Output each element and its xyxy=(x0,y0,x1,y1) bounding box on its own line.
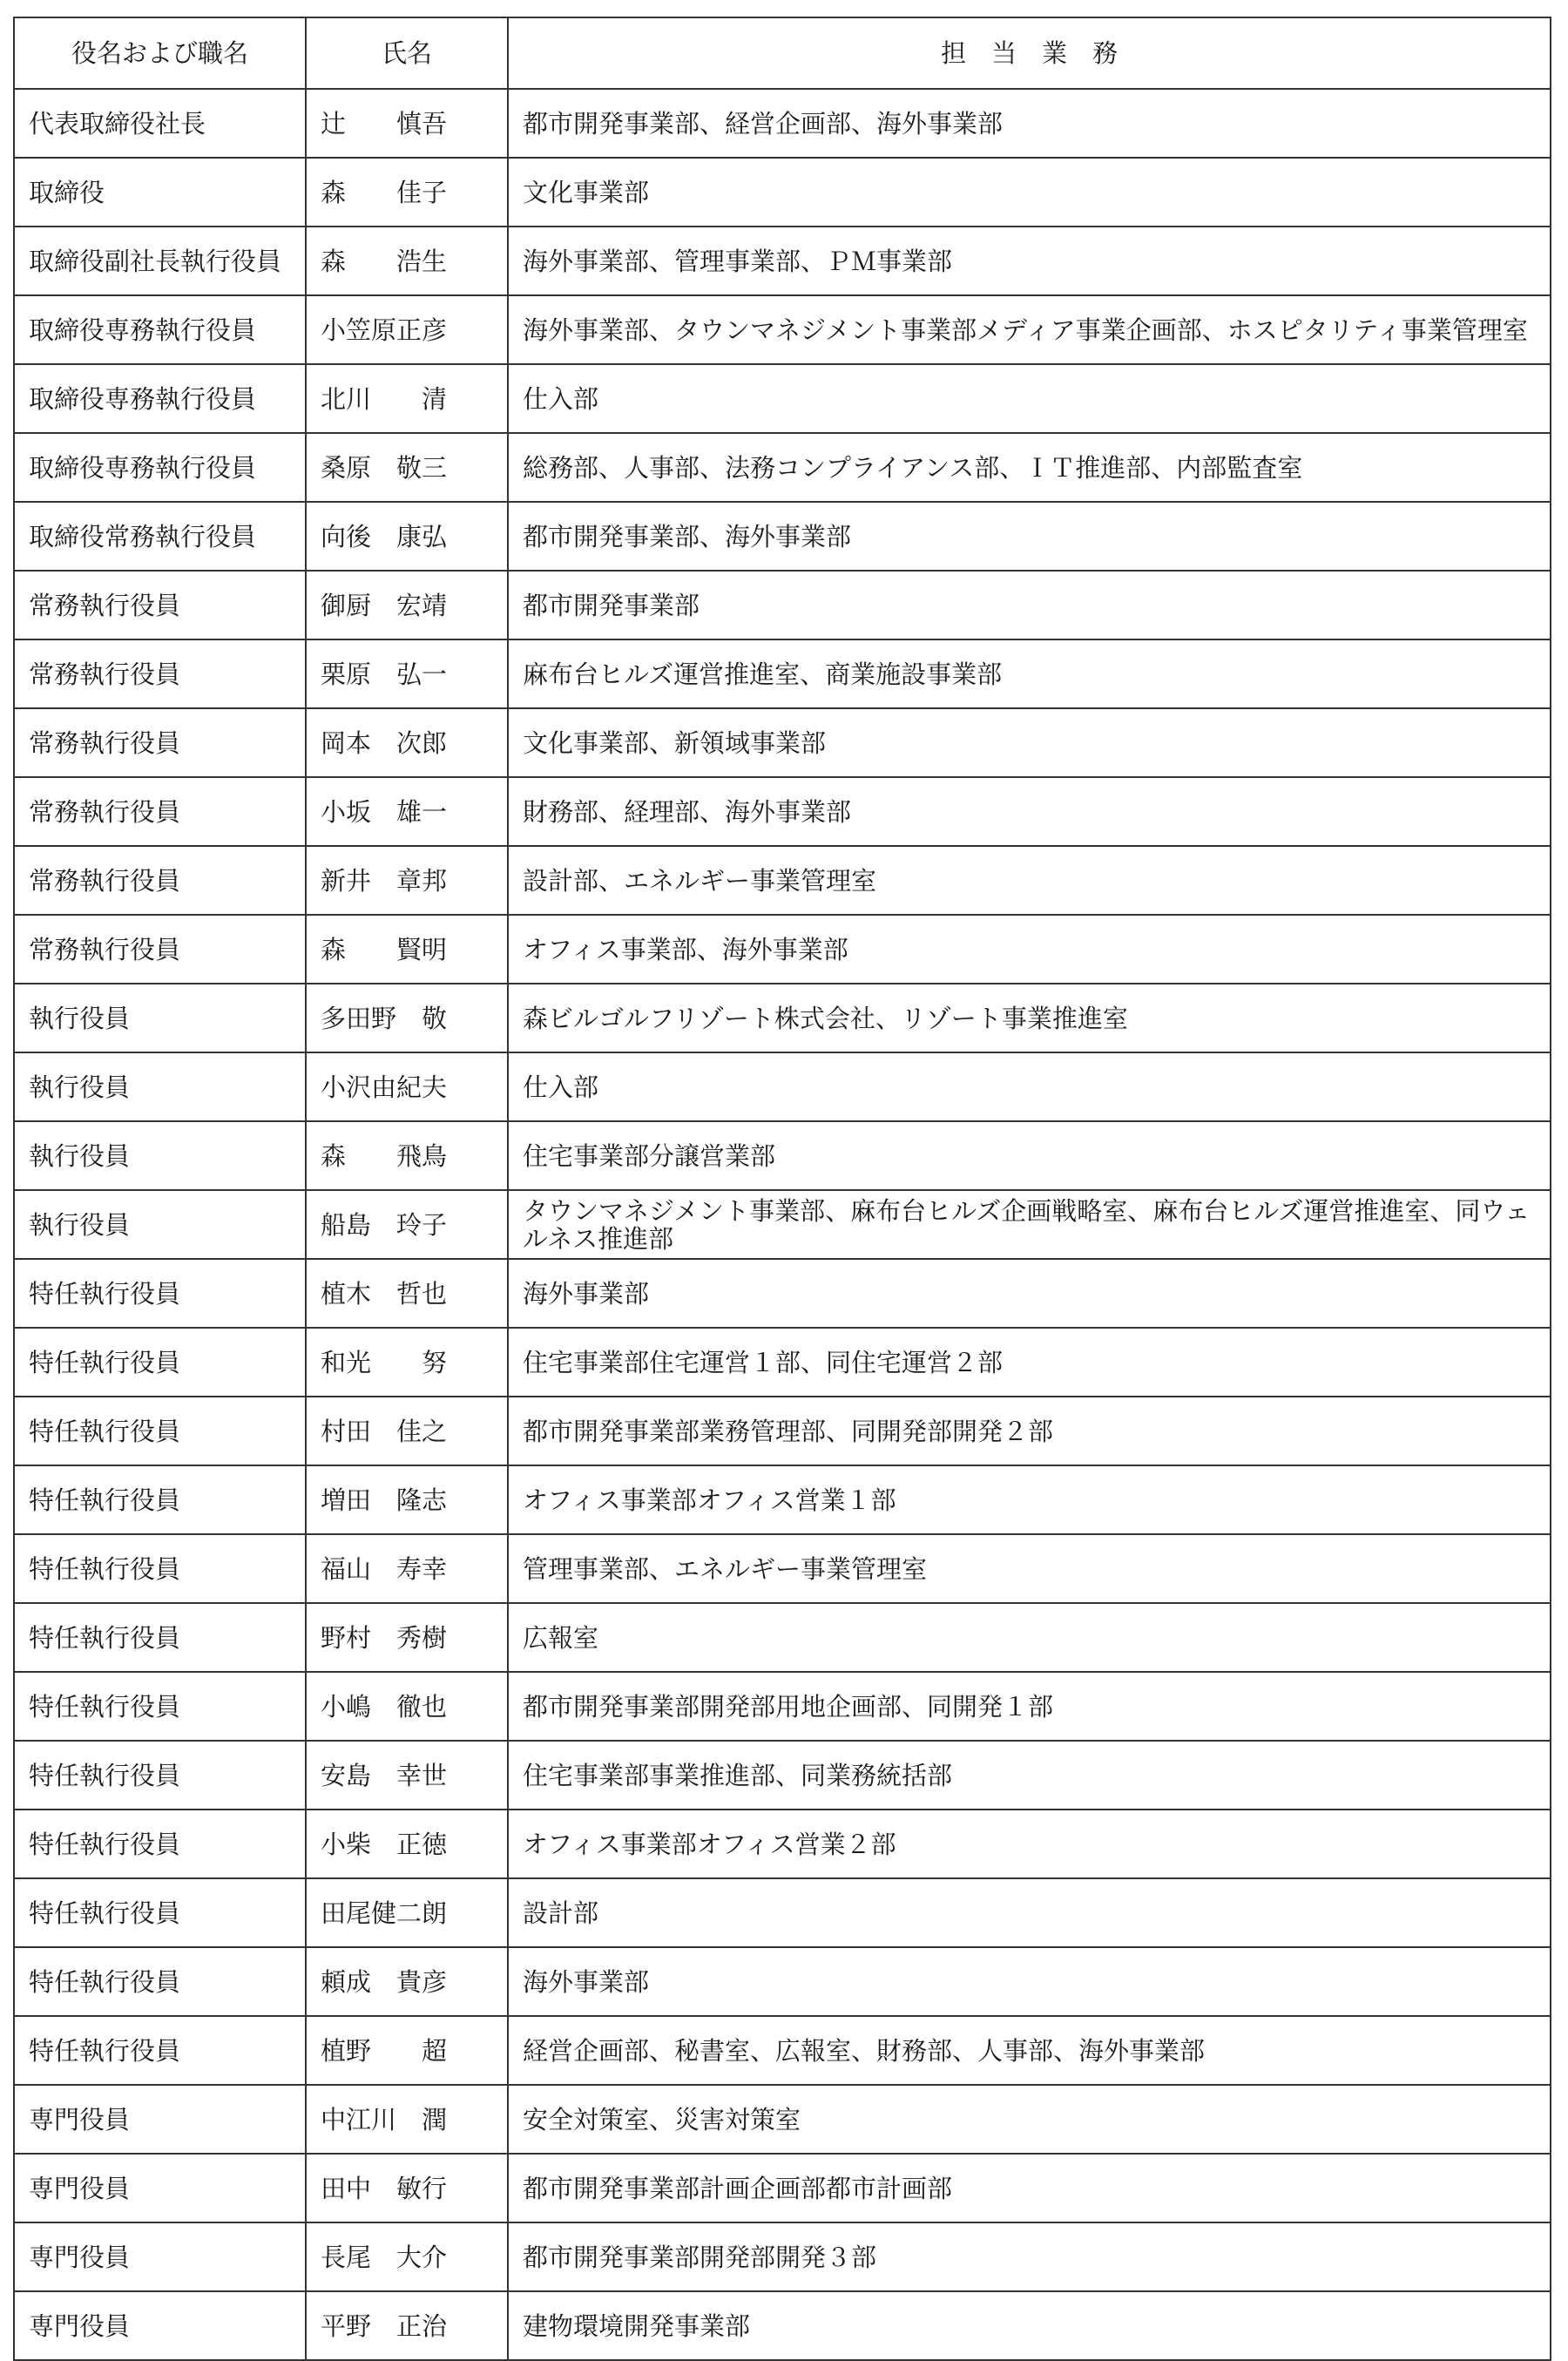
officer-duties-cell: 海外事業部、管理事業部、ＰＭ事業部 xyxy=(508,227,1551,295)
table-row xyxy=(14,1465,1551,1534)
officer-title-cell: 常務執行役員 xyxy=(14,846,306,915)
officer-duties-cell: 設計部 xyxy=(508,1878,1551,1947)
officer-duties-cell: 住宅事業部住宅運営１部、同住宅運営２部 xyxy=(508,1328,1551,1397)
officer-name-cell: 頼成 貴彦 xyxy=(306,1947,508,2016)
officer-duties-cell: 海外事業部、タウンマネジメント事業部メディア事業企画部、ホスピタリティ事業管理室 xyxy=(508,295,1551,364)
officer-name-cell: 多田野 敬 xyxy=(306,984,508,1052)
officer-name-cell: 森 浩生 xyxy=(306,227,508,295)
table-row xyxy=(14,89,1551,158)
officer-duties-cell: 都市開発事業部、経営企画部、海外事業部 xyxy=(508,89,1551,158)
officer-name-cell: 村田 佳之 xyxy=(306,1397,508,1465)
officer-title-cell: 取締役専務執行役員 xyxy=(14,433,306,502)
officer-title-cell: 特任執行役員 xyxy=(14,1603,306,1672)
table-row xyxy=(14,1741,1551,1810)
table-row xyxy=(14,2291,1551,2360)
officer-title-cell: 取締役副社長執行役員 xyxy=(14,227,306,295)
officer-title-cell: 専門役員 xyxy=(14,2154,306,2222)
officer-name-cell: 小坂 雄一 xyxy=(306,777,508,846)
table-row xyxy=(14,158,1551,227)
officer-name-cell: 増田 隆志 xyxy=(306,1465,508,1534)
officer-name-cell: 小笠原正彦 xyxy=(306,295,508,364)
officer-duties-cell: 森ビルゴルフリゾート株式会社、リゾート事業推進室 xyxy=(508,984,1551,1052)
officer-name-cell: 森 飛鳥 xyxy=(306,1121,508,1190)
officer-duties-cell: タウンマネジメント事業部、麻布台ヒルズ企画戦略室、麻布台ヒルズ運営推進室、同ウェルネス推進部 xyxy=(508,1190,1551,1259)
officer-title-cell: 執行役員 xyxy=(14,984,306,1052)
officer-name-cell: 福山 寿幸 xyxy=(306,1534,508,1603)
table-row xyxy=(14,708,1551,777)
officer-title-cell: 特任執行役員 xyxy=(14,1259,306,1328)
table-row xyxy=(14,777,1551,846)
header-name: 氏名 xyxy=(306,17,508,89)
officer-title-cell: 執行役員 xyxy=(14,1121,306,1190)
officer-name-cell: 小嶋 徹也 xyxy=(306,1672,508,1741)
officer-title-cell: 取締役専務執行役員 xyxy=(14,295,306,364)
officer-name-cell: 植木 哲也 xyxy=(306,1259,508,1328)
officer-duties-cell: 財務部、経理部、海外事業部 xyxy=(508,777,1551,846)
officer-title-cell: 常務執行役員 xyxy=(14,777,306,846)
officer-name-cell: 田中 敏行 xyxy=(306,2154,508,2222)
officer-title-cell: 専門役員 xyxy=(14,2291,306,2360)
officer-duties-cell: 仕入部 xyxy=(508,364,1551,433)
header-title: 役名および職名 xyxy=(14,17,306,89)
officer-title-cell: 常務執行役員 xyxy=(14,915,306,984)
officer-name-cell: 辻 慎吾 xyxy=(306,89,508,158)
officer-duties-cell: 海外事業部 xyxy=(508,1947,1551,2016)
table-row xyxy=(14,1052,1551,1121)
table-row xyxy=(14,1328,1551,1397)
officer-duties-cell: 広報室 xyxy=(508,1603,1551,1672)
officer-duties-cell: オフィス事業部、海外事業部 xyxy=(508,915,1551,984)
officer-duties-cell: 設計部、エネルギー事業管理室 xyxy=(508,846,1551,915)
officer-duties-cell: 住宅事業部分譲営業部 xyxy=(508,1121,1551,1190)
officer-name-cell: 森 賢明 xyxy=(306,915,508,984)
officer-duties-cell: 麻布台ヒルズ運営推進室、商業施設事業部 xyxy=(508,639,1551,708)
officer-name-cell: 北川 清 xyxy=(306,364,508,433)
table-row xyxy=(14,295,1551,364)
officer-duties-cell: 建物環境開発事業部 xyxy=(508,2291,1551,2360)
officer-title-cell: 取締役専務執行役員 xyxy=(14,364,306,433)
officer-name-cell: 森 佳子 xyxy=(306,158,508,227)
officer-name-cell: 桑原 敬三 xyxy=(306,433,508,502)
officer-name-cell: 向後 康弘 xyxy=(306,502,508,571)
officer-name-cell: 安島 幸世 xyxy=(306,1741,508,1810)
table-row xyxy=(14,915,1551,984)
officer-title-cell: 取締役 xyxy=(14,158,306,227)
table-row xyxy=(14,1672,1551,1741)
officer-duties-cell: 都市開発事業部開発部用地企画部、同開発１部 xyxy=(508,1672,1551,1741)
officer-title-cell: 執行役員 xyxy=(14,1052,306,1121)
table-row xyxy=(14,1810,1551,1878)
table-row xyxy=(14,2222,1551,2291)
officer-name-cell: 長尾 大介 xyxy=(306,2222,508,2291)
officer-duties-cell: 経営企画部、秘書室、広報室、財務部、人事部、海外事業部 xyxy=(508,2016,1551,2085)
officer-title-cell: 特任執行役員 xyxy=(14,1465,306,1534)
table-row xyxy=(14,1534,1551,1603)
table-row xyxy=(14,846,1551,915)
officer-title-cell: 特任執行役員 xyxy=(14,1810,306,1878)
officer-name-cell: 植野 超 xyxy=(306,2016,508,2085)
officer-duties-cell: 都市開発事業部開発部開発３部 xyxy=(508,2222,1551,2291)
officer-duties-cell: 都市開発事業部、海外事業部 xyxy=(508,502,1551,571)
officer-name-cell: 平野 正治 xyxy=(306,2291,508,2360)
officer-duties-cell: 文化事業部 xyxy=(508,158,1551,227)
officer-name-cell: 野村 秀樹 xyxy=(306,1603,508,1672)
officer-title-cell: 専門役員 xyxy=(14,2222,306,2291)
officer-title-cell: 代表取締役社長 xyxy=(14,89,306,158)
officer-title-cell: 執行役員 xyxy=(14,1190,306,1259)
officer-name-cell: 中江川 潤 xyxy=(306,2085,508,2154)
officer-duties-cell: 仕入部 xyxy=(508,1052,1551,1121)
header-row xyxy=(14,17,1551,89)
table-row xyxy=(14,227,1551,295)
officer-duties-cell: 文化事業部、新領域事業部 xyxy=(508,708,1551,777)
officer-title-cell: 特任執行役員 xyxy=(14,1672,306,1741)
officer-name-cell: 田尾健二朗 xyxy=(306,1878,508,1947)
officer-title-cell: 特任執行役員 xyxy=(14,1878,306,1947)
officer-duties-cell: 管理事業部、エネルギー事業管理室 xyxy=(508,1534,1551,1603)
officer-duties-cell: オフィス事業部オフィス営業１部 xyxy=(508,1465,1551,1534)
officer-title-cell: 常務執行役員 xyxy=(14,571,306,639)
table-row xyxy=(14,1603,1551,1672)
officer-duties-cell: 安全対策室、災害対策室 xyxy=(508,2085,1551,2154)
officer-table xyxy=(13,17,1551,2361)
officer-name-cell: 栗原 弘一 xyxy=(306,639,508,708)
officer-title-cell: 取締役常務執行役員 xyxy=(14,502,306,571)
officer-name-cell: 小沢由紀夫 xyxy=(306,1052,508,1121)
table-row xyxy=(14,364,1551,433)
table-row xyxy=(14,639,1551,708)
table-row xyxy=(14,571,1551,639)
officer-name-cell: 岡本 次郎 xyxy=(306,708,508,777)
officer-duties-cell: 海外事業部 xyxy=(508,1259,1551,1328)
officer-duties-cell: 都市開発事業部業務管理部、同開発部開発２部 xyxy=(508,1397,1551,1465)
table-row xyxy=(14,1878,1551,1947)
officer-name-cell: 小柴 正徳 xyxy=(306,1810,508,1878)
table-row xyxy=(14,433,1551,502)
officer-duties-cell: 住宅事業部事業推進部、同業務統括部 xyxy=(508,1741,1551,1810)
table-row xyxy=(14,1397,1551,1465)
officer-rows xyxy=(14,89,1551,2360)
officer-duties-cell: 都市開発事業部計画企画部都市計画部 xyxy=(508,2154,1551,2222)
officer-name-cell: 和光 努 xyxy=(306,1328,508,1397)
officer-title-cell: 特任執行役員 xyxy=(14,1328,306,1397)
table-row xyxy=(14,2085,1551,2154)
officer-name-cell: 船島 玲子 xyxy=(306,1190,508,1259)
officer-title-cell: 特任執行役員 xyxy=(14,1534,306,1603)
officer-duties-cell: 総務部、人事部、法務コンプライアンス部、ＩＴ推進部、内部監査室 xyxy=(508,433,1551,502)
officer-name-cell: 新井 章邦 xyxy=(306,846,508,915)
officer-title-cell: 専門役員 xyxy=(14,2085,306,2154)
officer-title-cell: 特任執行役員 xyxy=(14,1947,306,2016)
table-row xyxy=(14,1947,1551,2016)
officer-duties-cell: 都市開発事業部 xyxy=(508,571,1551,639)
table-row xyxy=(14,2154,1551,2222)
header-duties: 担 当 業 務 xyxy=(508,17,1551,89)
table-row xyxy=(14,1259,1551,1328)
table-row xyxy=(14,502,1551,571)
officer-title-cell: 常務執行役員 xyxy=(14,708,306,777)
table-row xyxy=(14,984,1551,1052)
table-row xyxy=(14,2016,1551,2085)
officer-title-cell: 特任執行役員 xyxy=(14,1741,306,1810)
table-row xyxy=(14,1190,1551,1259)
officer-name-cell: 御厨 宏靖 xyxy=(306,571,508,639)
table-row xyxy=(14,1121,1551,1190)
officer-duties-cell: オフィス事業部オフィス営業２部 xyxy=(508,1810,1551,1878)
officer-title-cell: 常務執行役員 xyxy=(14,639,306,708)
officer-title-cell: 特任執行役員 xyxy=(14,1397,306,1465)
officer-title-cell: 特任執行役員 xyxy=(14,2016,306,2085)
